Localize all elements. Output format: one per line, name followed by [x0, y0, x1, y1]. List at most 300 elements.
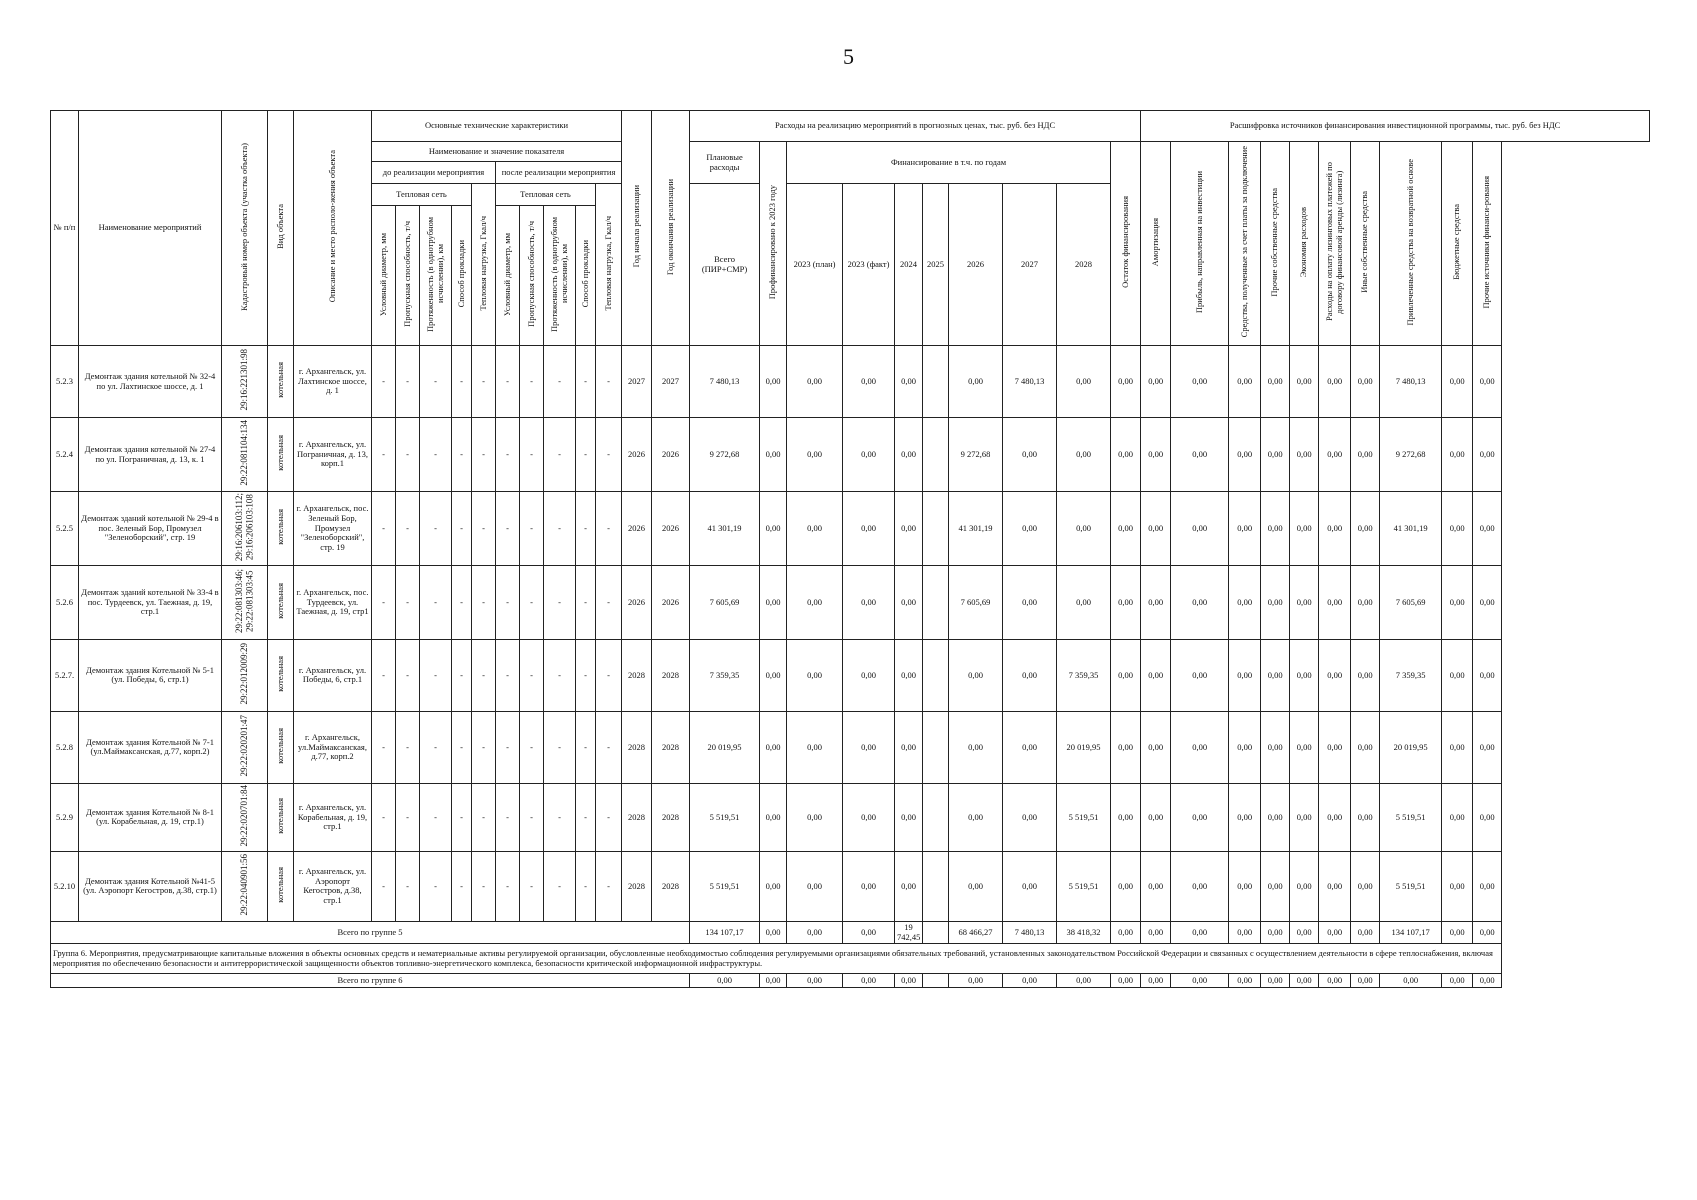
group-6-text: Группа 6. Мероприятия, предусматривающие капитальные вложения в объекты основных средств и нематериальные активы регулируемой организации, обусловленные необходимостью соблюдения регулируемыми организациями обязательных требований, установленных законодательством Российской Федерации и связанных с осуществлением деятельности в сфере теплоснабжения, включая мероприятия по обеспечению безопасности и антитеррористической защищенности объектов топливно-энергетического комплекса, безопасности критической информационной инфраструктуры.	[51, 944, 1502, 974]
row-value-y28: 0,00	[1057, 492, 1111, 566]
row-tech-dash: -	[472, 346, 496, 418]
row-value-y28: 20 019,95	[1057, 711, 1111, 783]
row-description: г. Архангельск, ул. Аэропорт Кегостров, д.38, стр.1	[294, 851, 372, 921]
row-tech-dash: -	[420, 346, 452, 418]
row-tech-dash: -	[452, 783, 472, 851]
hdr-planned: Плановые расходы	[690, 142, 760, 184]
hdr-after: после реализации мероприятия	[496, 162, 622, 184]
hdr-budget: Бюджетные средства	[1442, 142, 1473, 346]
row-tech-dash: -	[496, 346, 520, 418]
row-value-oth: 0,00	[1473, 851, 1502, 921]
row-tech-dash: -	[544, 711, 576, 783]
row-tech-dash: -	[452, 851, 472, 921]
row-value-total: 9 272,68	[690, 418, 760, 492]
hdr-other-src: Прочие источники финанси-рования	[1473, 142, 1502, 346]
row-tech-dash: -	[596, 783, 622, 851]
row-tech-dash: -	[396, 418, 420, 492]
row-value-oo: 0,00	[1261, 783, 1290, 851]
row-value-pr: 0,00	[1171, 565, 1229, 639]
row-value-pr: 0,00	[1171, 639, 1229, 711]
row-value-y28: 0,00	[1057, 565, 1111, 639]
row-tech-dash: -	[520, 851, 544, 921]
row-tech-dash: -	[520, 639, 544, 711]
row-value-total: 7 480,13	[690, 346, 760, 418]
hdr-economy: Экономия расходов	[1290, 142, 1319, 346]
total-group-5-label: Всего по группе 5	[51, 921, 690, 944]
hdr-num: № п/п	[51, 111, 79, 346]
table-row	[51, 711, 1650, 783]
hdr-profit: Прибыль, направленная на инвестиции	[1171, 142, 1229, 346]
row-obj-type	[268, 851, 294, 921]
cadastral-number: 29:22:040901:56	[239, 854, 250, 916]
row-value-f23: 0,00	[843, 565, 895, 639]
row-value-f23: 0,00	[843, 639, 895, 711]
row-num: 5.2.7.	[51, 639, 79, 711]
row-value-oo: 0,00	[1261, 346, 1290, 418]
investment-table	[50, 110, 1650, 988]
row-value-y26: 0,00	[949, 639, 1003, 711]
hdr-financed-2023: Профинансировано к 2023 году	[760, 142, 787, 346]
hdr-indicator: Наименование и значение показателя	[372, 142, 622, 162]
hdr-obj-type: Вид объекта	[268, 111, 294, 346]
row-tech-dash: -	[420, 711, 452, 783]
row-tech-dash: -	[576, 711, 596, 783]
row-num: 5.2.6	[51, 565, 79, 639]
row-value-oo: 0,00	[1261, 639, 1290, 711]
row-value-y26: 0,00	[949, 783, 1003, 851]
table-row	[51, 639, 1650, 711]
table-row	[51, 783, 1650, 851]
row-tech-dash: -	[452, 492, 472, 566]
hdr-load-before: Тепловая нагрузка, Гкал/ч	[472, 184, 496, 346]
row-value-ec: 0,00	[1290, 346, 1319, 418]
row-tech-dash: -	[596, 418, 622, 492]
row-value-y24: 0,00	[895, 711, 923, 783]
row-value-con: 0,00	[1229, 711, 1261, 783]
table-row	[51, 418, 1650, 492]
row-name: Демонтаж зданий котельной № 33-4 в пос. Турдеевск, ул. Таежная, д. 19, стр.1	[79, 565, 222, 639]
total-group-6-f23: 0,00	[843, 974, 895, 988]
hdr-y2028: 2028	[1057, 184, 1111, 346]
row-value-p23: 0,00	[787, 639, 843, 711]
row-tech-dash: -	[472, 639, 496, 711]
row-value-ec: 0,00	[1290, 492, 1319, 566]
row-year-end: 2028	[652, 851, 690, 921]
row-value-y25	[923, 565, 949, 639]
table-row	[51, 346, 1650, 418]
total-group-6-bor: 0,00	[1380, 974, 1442, 988]
row-value-p23: 0,00	[787, 783, 843, 851]
hdr-laying-before: Способ прокладки	[452, 206, 472, 346]
row-value-am: 0,00	[1141, 346, 1171, 418]
row-tech-dash: -	[520, 492, 544, 566]
row-value-f23: 0,00	[843, 851, 895, 921]
row-value-y28: 0,00	[1057, 418, 1111, 492]
row-tech-dash: -	[596, 492, 622, 566]
row-description: г. Архангельск, пос. Турдеевск, ул. Таежная, д. 19, стр1	[294, 565, 372, 639]
row-year-start: 2028	[622, 711, 652, 783]
row-tech-dash: -	[576, 783, 596, 851]
row-value-ec: 0,00	[1290, 711, 1319, 783]
total-group-5-oth: 0,00	[1473, 921, 1502, 944]
row-value-oo: 0,00	[1261, 851, 1290, 921]
cadastral-number: 29:22:020701:84	[239, 785, 250, 847]
row-value-ec: 0,00	[1290, 565, 1319, 639]
row-value-oe: 0,00	[1351, 492, 1380, 566]
row-value-am: 0,00	[1141, 565, 1171, 639]
row-value-bor: 20 019,95	[1380, 711, 1442, 783]
row-value-p23: 0,00	[787, 851, 843, 921]
total-group-6-le: 0,00	[1319, 974, 1351, 988]
row-value-y27: 0,00	[1003, 418, 1057, 492]
row-value-am: 0,00	[1141, 851, 1171, 921]
row-value-rem: 0,00	[1111, 783, 1141, 851]
row-description: г. Архангельск, ул.Маймаксанская, д.77, корп.2	[294, 711, 372, 783]
row-tech-dash: -	[396, 783, 420, 851]
row-value-con: 0,00	[1229, 783, 1261, 851]
row-description: г. Архангельск, ул. Корабельная, д. 19, стр.1	[294, 783, 372, 851]
row-value-oe: 0,00	[1351, 851, 1380, 921]
row-value-f23: 0,00	[843, 418, 895, 492]
row-value-pr: 0,00	[1171, 492, 1229, 566]
hdr-y2023p: 2023 (план)	[787, 184, 843, 346]
row-value-bud: 0,00	[1442, 711, 1473, 783]
row-value-le: 0,00	[1319, 711, 1351, 783]
row-value-oth: 0,00	[1473, 711, 1502, 783]
row-tech-dash: -	[544, 639, 576, 711]
row-value-oth: 0,00	[1473, 783, 1502, 851]
row-tech-dash: -	[576, 851, 596, 921]
row-tech-dash: -	[420, 783, 452, 851]
total-group-5-oo: 0,00	[1261, 921, 1290, 944]
table-row	[51, 851, 1650, 921]
row-description: г. Архангельск, пос. Зеленый Бор, Промузел "Зеленоборский", стр. 19	[294, 492, 372, 566]
row-tech-dash: -	[544, 492, 576, 566]
row-value-bor: 5 519,51	[1380, 851, 1442, 921]
row-tech-dash: -	[372, 492, 396, 566]
row-cadastral	[222, 851, 268, 921]
row-year-start: 2028	[622, 639, 652, 711]
row-value-bud: 0,00	[1442, 851, 1473, 921]
hdr-amort: Амортизация	[1141, 142, 1171, 346]
row-value-y28: 5 519,51	[1057, 783, 1111, 851]
row-tech-dash: -	[596, 639, 622, 711]
row-value-le: 0,00	[1319, 639, 1351, 711]
total-group-5-bor: 134 107,17	[1380, 921, 1442, 944]
total-group-6-label: Всего по группе 6	[51, 974, 690, 988]
row-value-y28: 0,00	[1057, 346, 1111, 418]
row-description: г. Архангельск, ул. Лахтинское шоссе, д. 1	[294, 346, 372, 418]
row-year-start: 2026	[622, 565, 652, 639]
row-value-p23: 0,00	[787, 565, 843, 639]
row-value-pr: 0,00	[1171, 346, 1229, 418]
row-value-oth: 0,00	[1473, 639, 1502, 711]
total-group-5-y24: 19 742,45	[895, 921, 923, 944]
row-cadastral	[222, 783, 268, 851]
row-tech-dash: -	[544, 418, 576, 492]
row-value-bor: 41 301,19	[1380, 492, 1442, 566]
row-value-y24: 0,00	[895, 346, 923, 418]
row-value-f23: 0,00	[843, 346, 895, 418]
row-value-oo: 0,00	[1261, 492, 1290, 566]
row-value-con: 0,00	[1229, 851, 1261, 921]
page-number: 5	[843, 44, 854, 69]
row-year-end: 2026	[652, 492, 690, 566]
total-group-5-bud: 0,00	[1442, 921, 1473, 944]
row-tech-dash: -	[396, 639, 420, 711]
row-value-rem: 0,00	[1111, 492, 1141, 566]
row-value-ec: 0,00	[1290, 639, 1319, 711]
row-tech-dash: -	[576, 565, 596, 639]
row-value-con: 0,00	[1229, 639, 1261, 711]
total-group-6-fin: 0,00	[760, 974, 787, 988]
row-name: Демонтаж здания Котельной № 8-1 (ул. Корабельная, д. 19, стр.1)	[79, 783, 222, 851]
row-value-fin: 0,00	[760, 565, 787, 639]
hdr-remainder: Остаток финансирования	[1111, 142, 1141, 346]
row-tech-dash: -	[420, 565, 452, 639]
row-value-f23: 0,00	[843, 711, 895, 783]
row-value-rem: 0,00	[1111, 639, 1141, 711]
row-tech-dash: -	[452, 346, 472, 418]
row-value-fin: 0,00	[760, 711, 787, 783]
row-tech-dash: -	[372, 639, 396, 711]
row-cadastral	[222, 565, 268, 639]
hdr-total: Всего (ПИР+СМР)	[690, 184, 760, 346]
row-tech-dash: -	[372, 565, 396, 639]
row-tech-dash: -	[544, 783, 576, 851]
row-tech-dash: -	[496, 783, 520, 851]
row-tech-dash: -	[520, 565, 544, 639]
row-value-oe: 0,00	[1351, 565, 1380, 639]
total-group-6-oth: 0,00	[1473, 974, 1502, 988]
row-cadastral	[222, 346, 268, 418]
row-num: 5.2.9	[51, 783, 79, 851]
obj-type-label: котельная	[274, 798, 285, 834]
row-tech-dash: -	[472, 565, 496, 639]
hdr-by-years: Финансирование в т.ч. по годам	[787, 142, 1111, 184]
row-tech-dash: -	[576, 418, 596, 492]
row-value-y27: 0,00	[1003, 783, 1057, 851]
row-tech-dash: -	[396, 346, 420, 418]
row-value-bud: 0,00	[1442, 492, 1473, 566]
row-tech-dash: -	[396, 492, 420, 566]
hdr-laying-after: Способ прокладки	[576, 206, 596, 346]
row-value-bor: 9 272,68	[1380, 418, 1442, 492]
row-tech-dash: -	[496, 492, 520, 566]
row-tech-dash: -	[544, 346, 576, 418]
hdr-leasing: Расходы на оплату лизинговых платежей по договору финансовой аренды (лизинга)	[1319, 142, 1351, 346]
group-6-row	[51, 944, 1650, 974]
total-group-6-bud: 0,00	[1442, 974, 1473, 988]
row-value-y27: 0,00	[1003, 711, 1057, 783]
row-value-total: 5 519,51	[690, 851, 760, 921]
row-value-y25	[923, 851, 949, 921]
row-tech-dash: -	[420, 639, 452, 711]
row-year-end: 2026	[652, 418, 690, 492]
obj-type-label: котельная	[274, 583, 285, 619]
row-name: Демонтаж здания котельной № 32-4 по ул. Лахтинское шоссе, д. 1	[79, 346, 222, 418]
row-cadastral	[222, 711, 268, 783]
row-value-total: 7 605,69	[690, 565, 760, 639]
hdr-tech: Основные технические характеристики	[372, 111, 622, 142]
row-num: 5.2.5	[51, 492, 79, 566]
row-value-y25	[923, 711, 949, 783]
row-value-f23: 0,00	[843, 492, 895, 566]
row-value-y25	[923, 346, 949, 418]
row-tech-dash: -	[452, 711, 472, 783]
total-group-5-p23: 0,00	[787, 921, 843, 944]
row-value-bor: 5 519,51	[1380, 783, 1442, 851]
hdr-y2025: 2025	[923, 184, 949, 346]
hdr-capacity-after: Пропускная способность, т/ч	[520, 206, 544, 346]
row-value-total: 20 019,95	[690, 711, 760, 783]
row-value-ec: 0,00	[1290, 851, 1319, 921]
total-group-6-y27: 0,00	[1003, 974, 1057, 988]
row-tech-dash: -	[520, 346, 544, 418]
hdr-diam-after: Условный диаметр, мм	[496, 206, 520, 346]
total-group-5-y26: 68 466,27	[949, 921, 1003, 944]
row-name: Демонтаж здания Котельной № 7-1 (ул.Маймаксанская, д.77, корп.2)	[79, 711, 222, 783]
row-value-rem: 0,00	[1111, 346, 1141, 418]
row-tech-dash: -	[372, 851, 396, 921]
row-value-am: 0,00	[1141, 418, 1171, 492]
row-year-end: 2028	[652, 639, 690, 711]
row-obj-type	[268, 565, 294, 639]
row-tech-dash: -	[520, 711, 544, 783]
total-group-5-total: 134 107,17	[690, 921, 760, 944]
hdr-year-start: Год начала реализации	[622, 111, 652, 346]
row-value-y25	[923, 639, 949, 711]
row-tech-dash: -	[372, 418, 396, 492]
row-value-rem: 0,00	[1111, 418, 1141, 492]
row-value-y24: 0,00	[895, 639, 923, 711]
hdr-own-other: Прочие собственные средства	[1261, 142, 1290, 346]
row-value-oo: 0,00	[1261, 565, 1290, 639]
row-num: 5.2.4	[51, 418, 79, 492]
hdr-borrowed: Привлеченные средства на возвратной основе	[1380, 142, 1442, 346]
total-group-5-f23: 0,00	[843, 921, 895, 944]
row-cadastral	[222, 639, 268, 711]
row-value-ec: 0,00	[1290, 418, 1319, 492]
row-value-fin: 0,00	[760, 783, 787, 851]
row-tech-dash: -	[396, 851, 420, 921]
total-group-5-fin: 0,00	[760, 921, 787, 944]
row-value-le: 0,00	[1319, 783, 1351, 851]
row-obj-type	[268, 711, 294, 783]
row-value-total: 41 301,19	[690, 492, 760, 566]
row-obj-type	[268, 639, 294, 711]
row-num: 5.2.8	[51, 711, 79, 783]
row-value-fin: 0,00	[760, 851, 787, 921]
row-tech-dash: -	[420, 851, 452, 921]
row-num: 5.2.10	[51, 851, 79, 921]
obj-type-label: котельная	[274, 509, 285, 545]
row-obj-type	[268, 783, 294, 851]
row-value-y27: 0,00	[1003, 492, 1057, 566]
obj-type-label: котельная	[274, 728, 285, 764]
row-tech-dash: -	[576, 492, 596, 566]
row-value-p23: 0,00	[787, 492, 843, 566]
total-group-6-con: 0,00	[1229, 974, 1261, 988]
row-value-y26: 0,00	[949, 711, 1003, 783]
row-num: 5.2.3	[51, 346, 79, 418]
row-cadastral	[222, 418, 268, 492]
total-group-5-oe: 0,00	[1351, 921, 1380, 944]
row-value-oth: 0,00	[1473, 492, 1502, 566]
row-tech-dash: -	[472, 418, 496, 492]
hdr-before: до реализации мероприятия	[372, 162, 496, 184]
row-value-con: 0,00	[1229, 492, 1261, 566]
row-value-le: 0,00	[1319, 346, 1351, 418]
row-value-y24: 0,00	[895, 783, 923, 851]
row-name: Демонтаж зданий котельной № 29-4 в пос. Зеленый Бор, Промузел "Зеленоборский", стр. 19	[79, 492, 222, 566]
row-value-rem: 0,00	[1111, 711, 1141, 783]
row-value-oth: 0,00	[1473, 565, 1502, 639]
row-value-am: 0,00	[1141, 711, 1171, 783]
row-tech-dash: -	[576, 639, 596, 711]
row-value-f23: 0,00	[843, 783, 895, 851]
total-group-6-p23: 0,00	[787, 974, 843, 988]
hdr-heat-net-after: Тепловая сеть	[496, 184, 596, 206]
row-value-fin: 0,00	[760, 346, 787, 418]
row-value-fin: 0,00	[760, 418, 787, 492]
row-tech-dash: -	[496, 565, 520, 639]
hdr-load-after: Тепловая нагрузка, Гкал/ч	[596, 184, 622, 346]
row-tech-dash: -	[596, 565, 622, 639]
row-obj-type	[268, 418, 294, 492]
total-group-6-pr: 0,00	[1171, 974, 1229, 988]
hdr-y2026: 2026	[949, 184, 1003, 346]
row-value-am: 0,00	[1141, 639, 1171, 711]
hdr-capacity-before: Пропускная способность, т/ч	[396, 206, 420, 346]
row-value-bor: 7 480,13	[1380, 346, 1442, 418]
table-row	[51, 492, 1650, 566]
obj-type-label: котельная	[274, 362, 285, 398]
row-value-bor: 7 359,35	[1380, 639, 1442, 711]
row-value-bud: 0,00	[1442, 565, 1473, 639]
hdr-diam-before: Условный диаметр, мм	[372, 206, 396, 346]
row-year-end: 2026	[652, 565, 690, 639]
obj-type-label: котельная	[274, 435, 285, 471]
row-tech-dash: -	[452, 565, 472, 639]
row-value-bud: 0,00	[1442, 418, 1473, 492]
row-value-oe: 0,00	[1351, 346, 1380, 418]
total-group-6-y25	[923, 974, 949, 988]
row-value-oo: 0,00	[1261, 418, 1290, 492]
row-value-ec: 0,00	[1290, 783, 1319, 851]
row-tech-dash: -	[496, 851, 520, 921]
row-tech-dash: -	[472, 492, 496, 566]
row-value-am: 0,00	[1141, 492, 1171, 566]
row-value-y26: 41 301,19	[949, 492, 1003, 566]
row-value-y25	[923, 783, 949, 851]
hdr-own-else: Иные собственные средства	[1351, 142, 1380, 346]
hdr-cadastral: Кадастровый номер объекта (участка объекта)	[222, 111, 268, 346]
total-group-5	[51, 921, 1650, 944]
total-group-6-oe: 0,00	[1351, 974, 1380, 988]
total-group-5-am: 0,00	[1141, 921, 1171, 944]
row-tech-dash: -	[396, 711, 420, 783]
row-tech-dash: -	[496, 418, 520, 492]
row-value-oe: 0,00	[1351, 711, 1380, 783]
hdr-y2027: 2027	[1003, 184, 1057, 346]
row-value-fin: 0,00	[760, 639, 787, 711]
cadastral-number: 29:22:081104:134	[239, 420, 250, 486]
hdr-sources: Расшифровка источников финансирования инвестиционной программы, тыс. руб. без НДС	[1141, 111, 1650, 142]
row-value-le: 0,00	[1319, 418, 1351, 492]
total-group-5-pr: 0,00	[1171, 921, 1229, 944]
row-value-y27: 0,00	[1003, 565, 1057, 639]
